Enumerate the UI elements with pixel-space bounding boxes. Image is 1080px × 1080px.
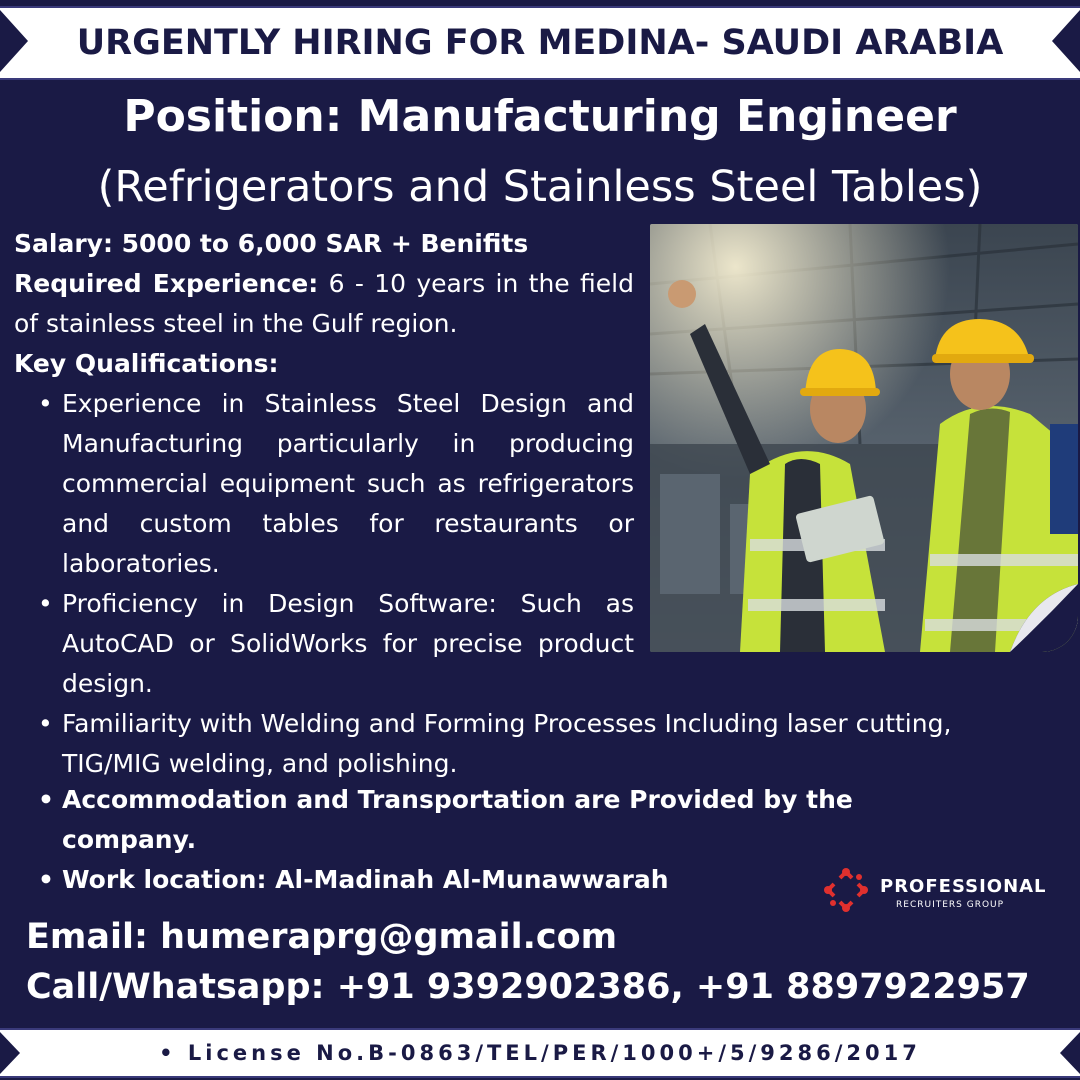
banner-title: URGENTLY HIRING FOR MEDINA- SAUDI ARABIA — [76, 23, 1004, 63]
gear-logo-icon — [822, 866, 870, 914]
experience-value: 6 - 10 years in the field of stainless steel in the Gulf region. — [14, 269, 634, 338]
top-banner — [0, 0, 1080, 86]
bottom-banner — [0, 1028, 1080, 1080]
list-item: • Work location: Al-Madinah Al-Munawwarah — [38, 865, 669, 894]
job-details — [14, 224, 634, 704]
phone-text[interactable]: Call/Whatsapp: +91 9392902386, +91 8897922957 — [26, 967, 1030, 1007]
position-subtitle: (Refrigerators and Stainless Steel Tables) — [97, 162, 983, 212]
list-item: • Proficiency in Design Software: Such as AutoCAD or SolidWorks for precise product design. — [38, 589, 634, 698]
company-logo — [822, 866, 1062, 916]
list-item: • Accommodation and Transportation are Provided by the company. — [38, 785, 853, 854]
experience-label: Required Experience: — [14, 269, 319, 298]
logo-name: PROFESSIONAL — [880, 876, 1047, 897]
qualification-text: Work location: Al-Madinah Al-Munawwarah — [62, 865, 669, 894]
license-text: • License No.B-0863/TEL/PER/1000+/5/9286/2017 — [159, 1041, 921, 1065]
list-item: • Experience in Stainless Steel Design and Manufacturing particularly in producing commercial equipment such as refrigerators and custom tables for restaurants or laboratories. — [38, 389, 634, 578]
engineers-photo — [650, 224, 1078, 652]
experience-text — [14, 264, 634, 344]
qualifications-label: Key Qualifications: — [14, 349, 279, 378]
qualifications-list-top — [14, 384, 634, 704]
qualification-text: Proficiency in Design Software: Such as AutoCAD or SolidWorks for precise product design. — [62, 589, 634, 698]
email-text[interactable]: Email: humeraprg@gmail.com — [26, 917, 618, 957]
salary-text: Salary: 5000 to 6,000 SAR + Benifits — [14, 229, 529, 258]
position-title: Position: Manufacturing Engineer — [123, 91, 957, 142]
list-item: • Familiarity with Welding and Forming Processes Including laser cutting, TIG/MIG welding, and polishing. — [38, 709, 952, 778]
qualification-text: Experience in Stainless Steel Design and Manufacturing particularly in producing commercial equipment such as refrigerators and custom tables for restaurants or laboratories. — [62, 389, 634, 578]
logo-tagline: RECRUITERS GROUP — [896, 900, 1005, 910]
qualification-text: Familiarity with Welding and Forming Processes Including laser cutting, TIG/MIG welding, and polishing. — [62, 709, 952, 778]
contact-info — [26, 912, 1066, 1012]
qualification-text: Accommodation and Transportation are Provided by the company. — [62, 785, 853, 854]
engineers-illustration — [650, 224, 1078, 652]
